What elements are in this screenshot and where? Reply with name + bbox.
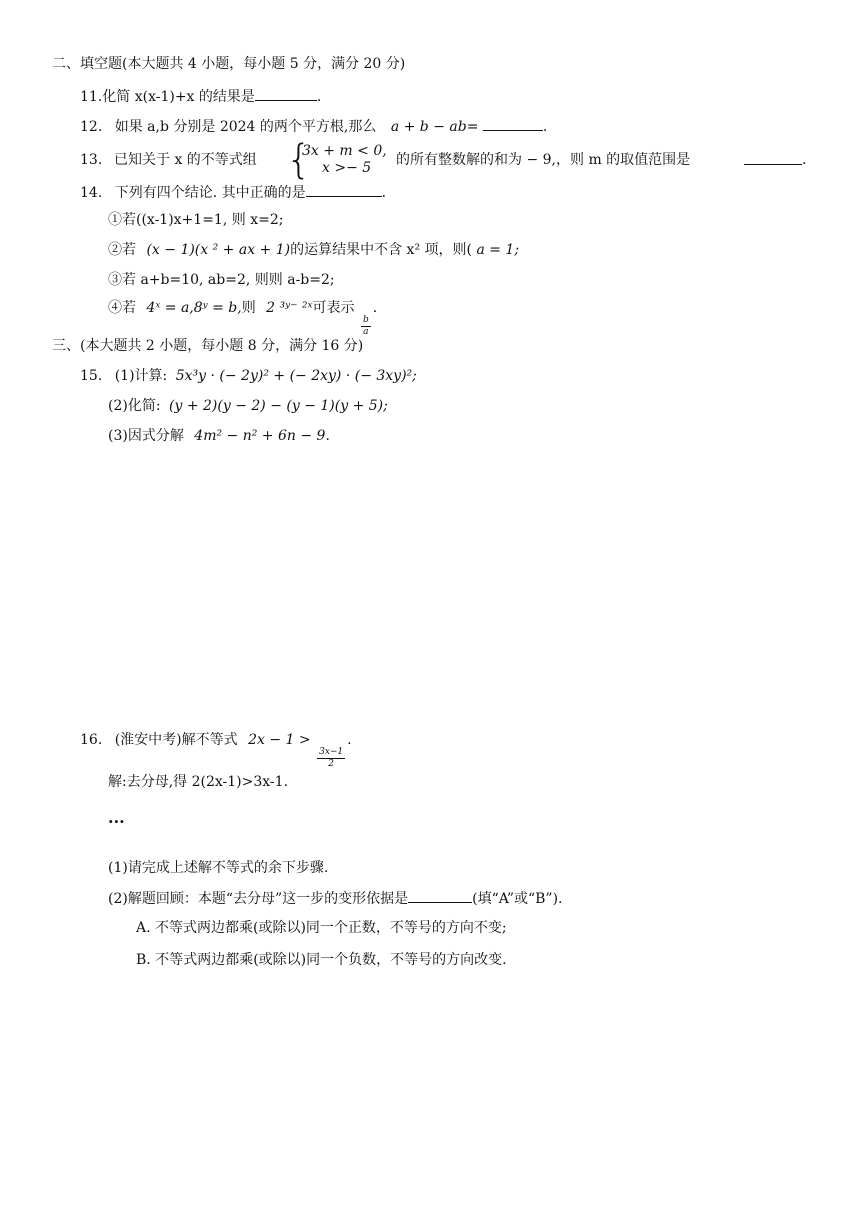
q11-end: .: [316, 89, 322, 105]
q14-item4-end: .: [372, 300, 378, 316]
question-13: [80, 137, 820, 183]
q14-end: .: [381, 185, 387, 201]
q14-item4-mid: 则: [241, 300, 256, 316]
q16-p2-pre: (2)解题回顾：本题“去分母”这一步的变形依据是: [108, 891, 409, 907]
q14-item4-frac-num: b: [362, 315, 369, 325]
q13-eq2: x >− 5: [322, 160, 372, 176]
q14-item4-expr: 2 ³ʸ⁻ ²ˣ: [266, 300, 313, 316]
q14-item2-pre: ②若: [108, 242, 136, 258]
q13-answer-blank[interactable]: [744, 150, 802, 165]
q14-item2-mid: 的运算结果中不含 x² 项，则(: [290, 242, 472, 258]
q16-end: .: [347, 732, 352, 748]
q16-math: 2x − 1 >: [248, 732, 311, 748]
q14-answer-blank[interactable]: [306, 182, 382, 197]
q16-p2-post: (填“A”或“B”).: [472, 891, 563, 907]
question-12: [80, 116, 547, 137]
q16-solution: 解:去分母,得 2(2x-1)>3x-1.: [108, 774, 289, 790]
q14-item-1: ①若((x-1)x+1=1, 则 x=2;: [108, 212, 284, 228]
q15-number: 15.: [80, 368, 103, 384]
q12-math: a + b − ab=: [390, 119, 479, 135]
q15-p3-label: (3)因式分解: [108, 428, 184, 444]
q12-end: .: [542, 119, 548, 135]
question-15-part-2: [108, 396, 388, 416]
q15-p1-label: (1)计算:: [114, 368, 168, 384]
q14-item2-math: (x − 1)(x ² + ax + 1): [146, 242, 291, 258]
q12-number: 12.: [80, 119, 103, 135]
q13-post: 的所有整数解的和为 − 9,，则 m 的取值范围是: [396, 152, 691, 168]
q16-pre: (淮安中考)解不等式: [114, 732, 238, 748]
section-heading-fill-blank: 二、填空题(本大题共 4 小题，每小题 5 分，满分 20 分): [52, 56, 406, 72]
question-14: [80, 182, 386, 203]
q13-brace: {: [286, 137, 312, 183]
q14-item-4: [108, 298, 377, 338]
q16-frac-num: 3x−1: [319, 747, 344, 757]
q11-answer-blank[interactable]: [255, 86, 317, 101]
q16-option-b: B. 不等式两边都乘(或除以)同一个负数，不等号的方向改变.: [136, 952, 507, 968]
section-heading-problems: 三、(本大题共 2 小题，每小题 8 分，满分 16 分): [52, 338, 364, 354]
q14-text: 下列有四个结论. 其中正确的是: [114, 185, 306, 201]
q14-item4-math: 4ˣ = a,8ʸ = b,: [146, 300, 242, 316]
q14-item-2: [108, 240, 519, 260]
q14-item4-pre: ④若: [108, 300, 136, 316]
q16-answer-blank[interactable]: [408, 888, 472, 903]
q16-frac-den: 2: [328, 759, 334, 769]
q13-number: 13.: [80, 152, 103, 168]
q16-fraction: [317, 747, 345, 770]
q16-part-1: (1)请完成上述解不等式的余下步骤.: [108, 860, 329, 876]
q14-number: 14.: [80, 185, 103, 201]
q11-text: 11.化简 x(x-1)+x 的结果是: [80, 89, 255, 105]
q13-eq1: 3x + m < 0,: [302, 143, 387, 159]
q15-p2-math: (y + 2)(y − 2) − (y − 1)(y + 5);: [169, 398, 388, 414]
q12-text: 如果 a,b 分别是 2024 的两个平方根,那么: [114, 119, 377, 135]
question-15-part-3: [108, 426, 330, 446]
question-16: [80, 730, 352, 770]
q14-item4-frac-den: a: [363, 327, 369, 337]
q16-option-a: A. 不等式两边都乘(或除以)同一个正数，不等号的方向不变;: [136, 920, 507, 936]
question-11: [80, 86, 321, 107]
q14-item2-end: a = 1;: [476, 242, 520, 258]
q13-end: .: [802, 152, 807, 168]
q15-p3-math: 4m² − n² + 6n − 9.: [194, 428, 330, 444]
q14-item4-post: 可表示: [312, 300, 355, 316]
q16-number: 16.: [80, 732, 103, 748]
q12-answer-blank[interactable]: [483, 116, 543, 131]
question-15-part-1: [80, 366, 417, 386]
q16-ellipsis: ···: [108, 812, 125, 831]
q14-item-3: ③若 a+b=10, ab=2, 则则 a-b=2;: [108, 272, 335, 288]
q15-p1-math: 5x³y · (− 2y)² + (− 2xy) · (− 3xy)²;: [175, 368, 417, 384]
q14-item4-fraction: [361, 315, 371, 338]
q15-p2-label: (2)化简:: [108, 398, 161, 414]
q16-part-2: [108, 888, 563, 909]
q13-pre: 已知关于 x 的不等式组: [114, 152, 257, 168]
